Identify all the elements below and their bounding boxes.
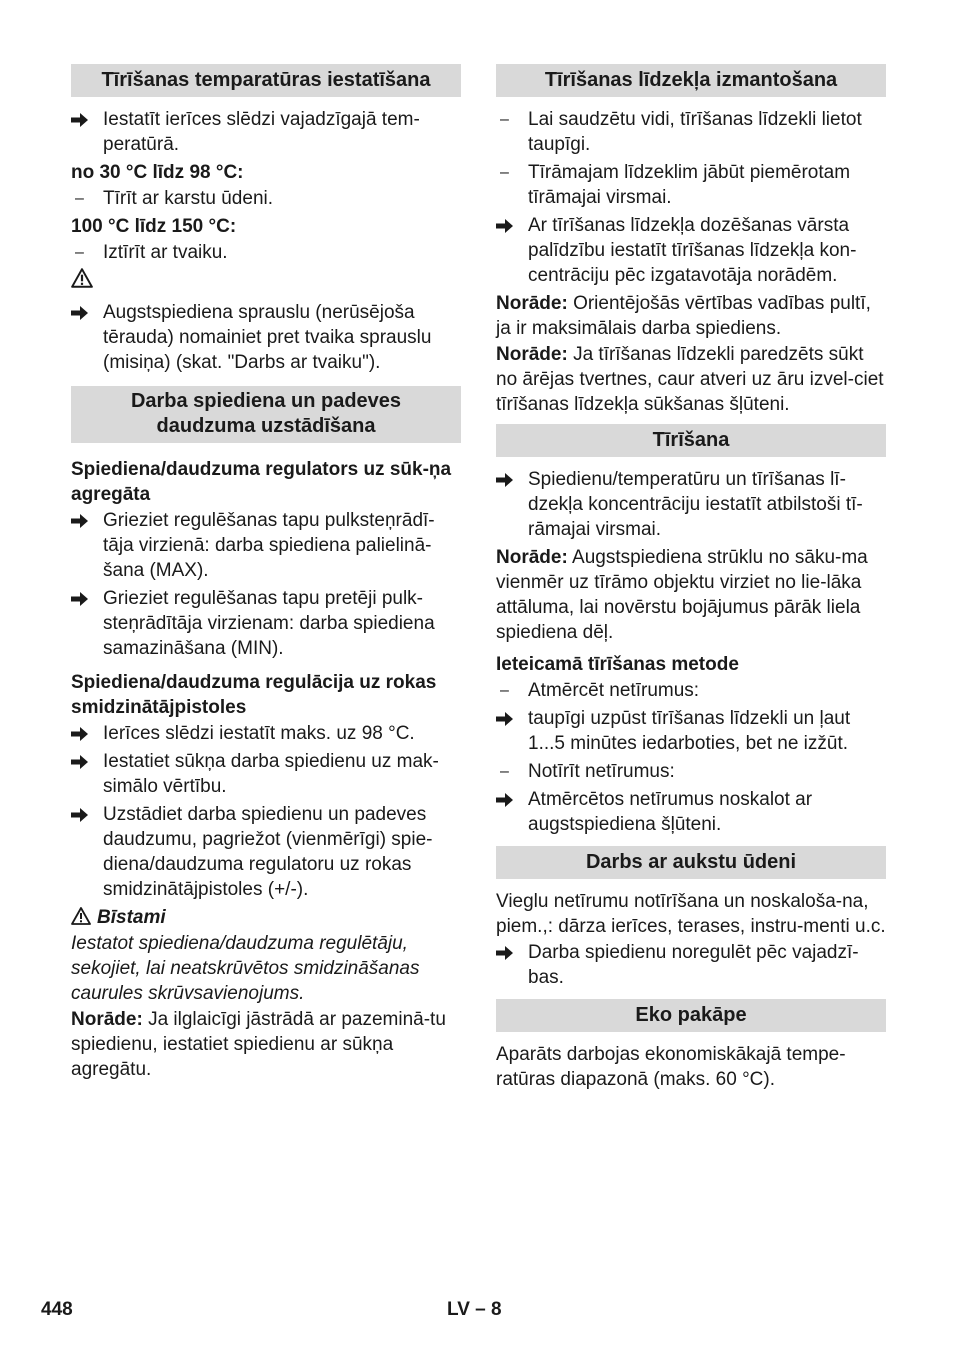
warning-symbol-row: [71, 268, 461, 294]
instruction-item: [496, 940, 886, 990]
section-heading: Tīrīšana: [496, 424, 886, 457]
dash-bullet: –: [500, 763, 509, 780]
heading-line: Darba spiediena un padeves: [130, 390, 402, 412]
dash-item: [496, 160, 886, 210]
instruction-text: Spiedienu/temperatūru un tīrīšanas lī-dzekļa koncentrāciju iestatīt atbilstoši tī-rāmajai virsmai.: [528, 469, 863, 540]
dash-item-text: Tīrāmajam līdzeklim jābūt piemērotam tīrāmajai virsmai.: [528, 162, 851, 208]
subheading: Spiediena/daudzuma regulators uz sūk-ņa agregāta: [71, 459, 452, 505]
dash-bullet: –: [75, 190, 84, 207]
instruction-item: [71, 749, 461, 799]
instruction-text: Iestatiet sūkņa darba spiedienu uz mak-simālo vērtību.: [103, 751, 439, 797]
note-label: Norāde:: [71, 1009, 143, 1030]
right-arrow-icon: [496, 213, 522, 234]
language-page-label: LV – 8: [447, 1299, 502, 1320]
instruction-text: Augstspiediena sprauslu (nerūsējoša tērauda) nomainiet pret tvaika sprauslu (misiņa) (skat. "Darbs ar tvaiku").: [103, 302, 432, 373]
warning-triangle-icon: [71, 907, 91, 925]
instruction-item: [496, 787, 886, 837]
instruction-item: [71, 107, 461, 157]
danger-text: Iestatot spiediena/daudzuma regulētāju, sekojiet, lai neatskrūvētos smidzināšanas caurules skrūvsavienojums.: [71, 933, 420, 1004]
instruction-item: [71, 721, 461, 746]
dash-item: [496, 107, 886, 157]
paragraph: Aparāts darbojas ekonomiskākajā tempe-ratūras diapazonā (maks. 60 °C).: [496, 1044, 846, 1090]
dash-item-text: Lai saudzētu vidi, tīrīšanas līdzekli lietot taupīgi.: [528, 109, 862, 155]
note-text: Ja ilglaicīgi jāstrādā ar pazeminā-tu spiedienu, iestatiet spiedienu ar sūkņa agregātu.: [71, 1009, 446, 1080]
dash-bullet: –: [500, 682, 509, 699]
dash-item: [71, 186, 461, 211]
paragraph: Vieglu netīrumu notīrīšana un noskaloša-na, piem.,: dārza ierīces, terases, instru-menti u.c.: [496, 891, 886, 937]
dash-bullet: –: [75, 244, 84, 261]
instruction-item: [71, 802, 461, 902]
right-arrow-icon: [71, 721, 97, 742]
instruction-item: [496, 706, 886, 756]
instruction-text: Darba spiedienu noregulēt pēc vajadzī-bas.: [528, 942, 859, 988]
instruction-item: [496, 467, 886, 542]
instruction-item: [71, 586, 461, 661]
right-arrow-icon: [71, 749, 97, 770]
dash-bullet: –: [500, 164, 509, 181]
danger-label-row: [71, 905, 461, 930]
note: [496, 342, 886, 417]
note: [496, 291, 886, 341]
instruction-text: Ar tīrīšanas līdzekļa dozēšanas vārsta palīdzību iestatīt tīrīšanas līdzekļa kon-centrāciju pēc izgatavotāja norādēm.: [528, 215, 857, 286]
instruction-item: [71, 300, 461, 375]
section-heading: Eko pakāpe: [496, 999, 886, 1032]
heading-line: daudzuma uzstādīšana: [156, 415, 376, 437]
dash-item-text: Iztīrīt ar tvaiku.: [103, 242, 228, 263]
instruction-text: Ierīces slēdzi iestatīt maks. uz 98 °C.: [103, 723, 415, 744]
instruction-text: Grieziet regulēšanas tapu pulksteņrādī-tāja virzienā: darba spiediena palielinā-šana (MAX).: [103, 510, 435, 581]
instruction-text: Grieziet regulēšanas tapu pretēji pulk-steņrādītāja virzienam: darba spiediena samazināšana (MIN).: [103, 588, 435, 659]
right-arrow-icon: [71, 802, 97, 823]
dash-item-text: Notīrīt netīrumus:: [528, 761, 675, 782]
dash-bullet: –: [500, 111, 509, 128]
dash-item-text: Atmērcēt netīrumus:: [528, 680, 700, 701]
instruction-item: [496, 213, 886, 288]
right-arrow-icon: [496, 706, 522, 727]
note-label: Norāde:: [496, 547, 568, 568]
right-column: [496, 64, 886, 1093]
danger-label: Bīstami: [97, 907, 166, 928]
note-text: Orientējošās vērtības vadības pultī, ja ir maksimālais darba spiediens.: [496, 293, 871, 339]
page-number: 448: [41, 1299, 73, 1320]
section-heading: [71, 386, 461, 443]
right-arrow-icon: [496, 940, 522, 961]
instruction-text: Iestatīt ierīces slēdzi vajadzīgajā tem-peratūrā.: [103, 109, 420, 155]
dash-item-text: Tīrīt ar karstu ūdeni.: [103, 188, 274, 209]
section-heading: Tīrīšanas līdzekļa izmantošana: [496, 64, 886, 97]
note: [496, 545, 886, 645]
instruction-text: taupīgi uzpūst tīrīšanas līdzekli un ļaut 1...5 minūtes iedarboties, bet ne izžūt.: [528, 708, 851, 754]
instruction-text: Uzstādiet darba spiedienu un padeves daudzumu, pagriežot (vienmērīgi) spie-diena/daudzuma regulatoru uz rokas smidzinātājpistoles (+/-).: [103, 804, 433, 900]
note-label: Norāde:: [496, 293, 568, 314]
right-arrow-icon: [71, 586, 97, 607]
instruction-item: [71, 508, 461, 583]
section-heading: Darbs ar aukstu ūdeni: [496, 846, 886, 879]
dash-item: [71, 240, 461, 265]
section-heading: Tīrīšanas temparatūras iestatīšana: [71, 64, 461, 97]
subheading: no 30 °C līdz 98 °C:: [71, 162, 244, 183]
note: [71, 1007, 461, 1082]
note-text: Augstspiediena strūklu no sāku-ma vienmēr uz tīrāmo objektu virziet no lie-lāka attāluma, lai novērstu bojājumus pārāk liela spiediena dēļ.: [496, 547, 868, 643]
right-arrow-icon: [71, 508, 97, 529]
subheading: Spiediena/daudzuma regulācija uz rokas smidzinātājpistoles: [71, 672, 437, 718]
note-text: Ja tīrīšanas līdzekli paredzēts sūkt no ārējas tvertnes, caur atveri uz āru izvel-ciet tīrīšanas līdzekļa sūkšanas šļūteni.: [496, 344, 884, 415]
subheading: 100 °C līdz 150 °C:: [71, 216, 237, 237]
instruction-text: Atmērcētos netīrumus noskalot ar augstspiediena šļūteni.: [528, 789, 813, 835]
right-arrow-icon: [496, 467, 522, 488]
right-arrow-icon: [71, 107, 97, 128]
right-arrow-icon: [496, 787, 522, 808]
left-column: [71, 64, 461, 1083]
note-label: Norāde:: [496, 344, 568, 365]
right-arrow-icon: [71, 300, 97, 321]
dash-item: [496, 759, 886, 784]
subheading: Ieteicamā tīrīšanas metode: [496, 654, 739, 675]
warning-triangle-icon: [71, 268, 93, 288]
dash-item: [496, 678, 886, 703]
